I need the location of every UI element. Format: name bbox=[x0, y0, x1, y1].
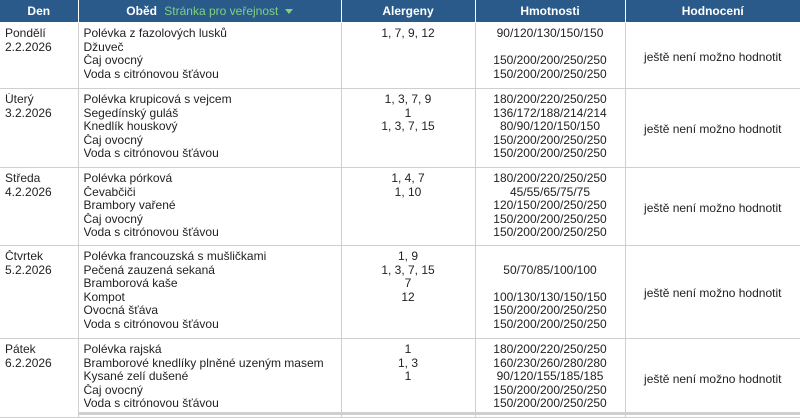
weight-item: 50/70/85/100/100 bbox=[503, 263, 597, 277]
allergen-item bbox=[347, 147, 470, 161]
meal-item: Polévka francouzská s mušličkami bbox=[83, 250, 267, 263]
table-row bbox=[0, 168, 800, 246]
meal-item: Čaj ovocný bbox=[83, 212, 143, 226]
day-name: Pondělí bbox=[5, 27, 46, 40]
day-date: 4.2.2026 bbox=[5, 185, 52, 199]
rating-status: ještě není možno hodnotit bbox=[625, 246, 800, 339]
header-weights: Hmotnosti bbox=[475, 0, 625, 23]
weight-item: 150/200/200/250/250 bbox=[493, 304, 607, 317]
day-name: Pátek bbox=[5, 343, 36, 356]
weight-cell bbox=[475, 339, 625, 418]
weight-item bbox=[481, 41, 620, 55]
weight-item: 90/120/155/185/185 bbox=[496, 370, 604, 383]
chevron-down-icon[interactable] bbox=[285, 9, 293, 14]
meal-cell bbox=[78, 23, 341, 89]
meal-item: Čaj ovocný bbox=[83, 54, 143, 67]
allergen-item: 1, 3, 7, 15 bbox=[381, 263, 435, 277]
day-date: 2.2.2026 bbox=[5, 40, 52, 54]
weight-item: 136/172/188/214/214 bbox=[493, 106, 607, 120]
weight-item: 150/200/200/250/250 bbox=[493, 67, 607, 81]
meal-cell bbox=[78, 246, 341, 339]
allergen-item: 1, 3 bbox=[397, 356, 418, 370]
allergen-item: 1, 10 bbox=[394, 185, 422, 199]
weight-item: 150/200/200/250/250 bbox=[493, 212, 607, 226]
header-meal bbox=[78, 0, 341, 23]
public-page-link[interactable]: Stránka pro veřejnost bbox=[164, 4, 279, 18]
allergen-item: 1, 9 bbox=[397, 250, 418, 263]
allergen-item bbox=[347, 384, 470, 398]
weight-item: 100/130/130/150/150 bbox=[493, 290, 607, 304]
meal-item: Segedínský guláš bbox=[83, 106, 179, 120]
allergen-item bbox=[347, 304, 470, 318]
allergen-item bbox=[347, 199, 470, 213]
weight-item: 150/200/200/250/250 bbox=[493, 147, 607, 160]
meal-item: Bramborové knedlíky plněné uzeným masem bbox=[83, 356, 324, 370]
meal-cell bbox=[78, 339, 341, 418]
allergen-item bbox=[347, 213, 470, 227]
weight-item: 150/200/200/250/250 bbox=[493, 226, 607, 239]
weight-item: 80/90/120/150/150 bbox=[499, 120, 601, 133]
weight-item bbox=[481, 250, 620, 264]
weight-cell bbox=[475, 89, 625, 168]
header-day: Den bbox=[0, 0, 78, 23]
allergen-item bbox=[347, 226, 470, 240]
day-name: Úterý bbox=[5, 93, 34, 106]
table-row bbox=[0, 23, 800, 89]
allergen-item: 7 bbox=[404, 277, 412, 290]
weight-item: 90/120/130/150/150 bbox=[496, 27, 604, 40]
meal-item: Bramborová kaše bbox=[83, 277, 178, 290]
meal-item: Polévka z fazolových lusků bbox=[83, 27, 227, 40]
meal-item: Kompot bbox=[83, 290, 125, 304]
allergen-item: 1, 3, 7, 9 bbox=[384, 93, 432, 106]
day-name: Středa bbox=[5, 172, 41, 185]
meal-item: Voda s citrónovou šťávou bbox=[83, 317, 219, 331]
day-cell bbox=[0, 246, 78, 339]
meal-item: Voda s citrónovou šťávou bbox=[83, 226, 219, 239]
meal-item: Čaj ovocný bbox=[83, 133, 143, 147]
meal-item: Polévka pórková bbox=[83, 172, 173, 185]
weight-item: 160/230/260/280/280 bbox=[493, 356, 607, 370]
weight-item: 150/200/200/250/250 bbox=[493, 397, 607, 410]
weight-item: 180/200/220/250/250 bbox=[493, 172, 607, 185]
rating-status: ještě není možno hodnotit bbox=[625, 89, 800, 168]
day-cell bbox=[0, 339, 78, 418]
meal-cell bbox=[78, 89, 341, 168]
weight-cell bbox=[475, 23, 625, 89]
meal-item: Polévka krupicová s vejcem bbox=[83, 93, 232, 106]
allergen-cell bbox=[341, 23, 475, 89]
weight-item: 150/200/200/250/250 bbox=[493, 54, 607, 67]
allergen-cell bbox=[341, 168, 475, 246]
allergen-cell bbox=[341, 339, 475, 418]
allergen-item bbox=[347, 134, 470, 148]
meal-item: Čaj ovocný bbox=[83, 383, 143, 397]
meal-item: Kysané zelí dušené bbox=[83, 370, 189, 383]
meal-item: Voda s citrónovou šťávou bbox=[83, 397, 219, 410]
allergen-item: 1, 7, 9, 12 bbox=[381, 27, 435, 40]
header-allergens: Alergeny bbox=[341, 0, 475, 23]
allergen-item: 12 bbox=[401, 290, 415, 304]
meal-item: Ovocná šťáva bbox=[83, 304, 159, 317]
table-row bbox=[0, 246, 800, 339]
table-row bbox=[0, 89, 800, 168]
meal-cell bbox=[78, 168, 341, 246]
table-header-row bbox=[0, 0, 800, 23]
weight-item: 180/200/220/250/250 bbox=[493, 93, 607, 106]
allergen-item: 1 bbox=[404, 370, 412, 383]
allergen-item bbox=[347, 318, 470, 332]
day-cell bbox=[0, 89, 78, 168]
day-date: 5.2.2026 bbox=[5, 263, 52, 277]
weight-item: 150/200/200/250/250 bbox=[493, 317, 607, 331]
meal-item: Brambory vařené bbox=[83, 199, 176, 212]
day-cell bbox=[0, 23, 78, 89]
weight-item: 150/200/200/250/250 bbox=[493, 383, 607, 397]
allergen-item bbox=[347, 68, 470, 82]
allergen-cell bbox=[341, 246, 475, 339]
allergen-item bbox=[347, 41, 470, 55]
allergen-item: 1, 4, 7 bbox=[391, 172, 425, 185]
weight-item: 150/200/200/250/250 bbox=[493, 133, 607, 147]
day-cell bbox=[0, 168, 78, 246]
weight-item bbox=[481, 277, 620, 291]
header-meal-label: Oběd bbox=[126, 4, 157, 18]
rating-status: ještě není možno hodnotit bbox=[625, 23, 800, 89]
weight-cell bbox=[475, 168, 625, 246]
table-bottom-scrollbar[interactable] bbox=[78, 412, 800, 415]
weight-item: 45/55/65/75/75 bbox=[509, 185, 591, 199]
table-row bbox=[0, 339, 800, 418]
day-name: Čtvrtek bbox=[5, 250, 44, 263]
header-rating: Hodnocení bbox=[625, 0, 800, 23]
rating-status: ještě není možno hodnotit bbox=[625, 168, 800, 246]
allergen-item bbox=[347, 397, 470, 411]
meal-item: Čevabčiči bbox=[83, 185, 136, 199]
weight-cell bbox=[475, 246, 625, 339]
allergen-item: 1 bbox=[404, 106, 412, 120]
weight-item: 120/150/200/250/250 bbox=[493, 199, 607, 212]
day-date: 6.2.2026 bbox=[5, 356, 52, 370]
allergen-cell bbox=[341, 89, 475, 168]
meal-item: Pečená zauzená sekaná bbox=[83, 263, 215, 277]
meal-item: Polévka rajská bbox=[83, 343, 162, 356]
meal-item: Knedlík houskový bbox=[83, 120, 178, 133]
meal-item: Voda s citrónovou šťávou bbox=[83, 147, 219, 160]
day-date: 3.2.2026 bbox=[5, 106, 52, 120]
meal-item: Voda s citrónovou šťávou bbox=[83, 67, 219, 81]
rating-status: ještě není možno hodnotit bbox=[625, 339, 800, 418]
allergen-item bbox=[347, 54, 470, 68]
weight-item: 180/200/220/250/250 bbox=[493, 343, 607, 356]
allergen-item: 1, 3, 7, 15 bbox=[381, 120, 435, 133]
meal-item: Džuveč bbox=[83, 40, 124, 54]
allergen-item: 1 bbox=[404, 343, 412, 356]
